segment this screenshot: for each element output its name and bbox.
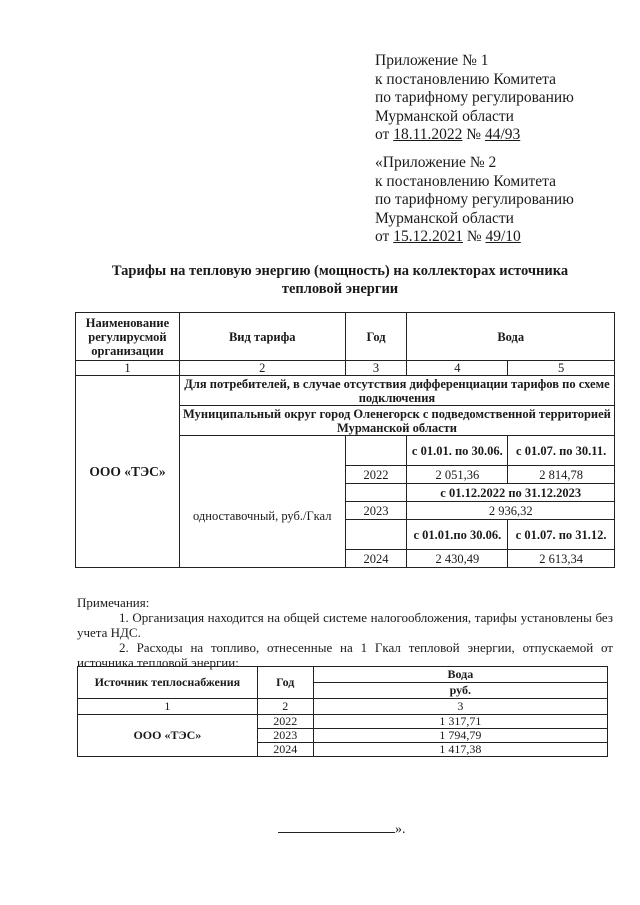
annex-2-date-line	[375, 228, 574, 247]
row-year: 2022	[257, 715, 313, 729]
header-org: Наименование регулирусмой организации	[76, 313, 180, 361]
table-row	[78, 715, 608, 729]
fuel-cost-table	[77, 666, 608, 757]
table-header-row	[76, 313, 615, 361]
value-2023: 2 936,32	[407, 502, 615, 520]
header-unit: руб.	[313, 683, 607, 699]
annex-2-line4: Мурманской области	[375, 209, 514, 227]
col-num-1: 1	[76, 361, 180, 376]
annex-2-header	[375, 154, 574, 247]
col-num-3: 3	[313, 699, 607, 715]
column-number-row	[78, 699, 608, 715]
empty-cell	[345, 436, 407, 466]
header-source: Источник теплоснабжения	[78, 667, 258, 699]
annex-1-line4: Мурманской области	[375, 107, 514, 125]
table-row	[76, 376, 615, 406]
annex-1-date-line	[375, 126, 574, 145]
col-num-5: 5	[508, 361, 615, 376]
period-2022-h2: с 01.07. по 30.11.	[508, 436, 615, 466]
annex-1-num-prefix: №	[466, 126, 482, 143]
empty-cell	[345, 520, 407, 550]
org-name: ООО «ТЭС»	[78, 715, 258, 757]
org-name: ООО «ТЭС»	[76, 376, 180, 568]
title-line1: Тарифы на тепловую энергию (мощность) на коллекторах источника	[111, 263, 569, 279]
value-2022-h1: 2 051,36	[407, 466, 508, 484]
period-2022-h1: с 01.01. по 30.06.	[407, 436, 508, 466]
annex-1-line1: Приложение № 1	[375, 52, 489, 69]
row-value: 1 794,79	[313, 729, 607, 743]
document-title	[60, 262, 620, 298]
note-1: 1. Организация находится на общей системе налогообложения, тарифы установлены без учета НДС.	[77, 610, 613, 640]
empty-cell	[345, 484, 407, 502]
col-num-2: 2	[179, 361, 345, 376]
col-num-1: 1	[78, 699, 258, 715]
section-consumers: Для потребителей, в случае отсутствия дифференциации тарифов по схеме подключения	[179, 376, 614, 406]
note-2: 2. Расходы на топливо, отнесенные на 1 Гкал тепловой энергии, отпускаемой от источника тепловой энергии:	[77, 640, 613, 670]
row-year: 2023	[257, 729, 313, 743]
section-municipality: Муниципальный округ город Оленегорск с подведомственной территорией Мурманской области	[179, 406, 614, 436]
header-water: Вода	[407, 313, 615, 361]
annex-2-date: 15.12.2021	[393, 228, 463, 245]
tariff-label: одноставочный, руб./Гкал	[179, 436, 345, 568]
annex-2-line3: по тарифному регулированию	[375, 191, 574, 208]
notes-block	[77, 595, 613, 670]
closing-mark: ».	[395, 822, 406, 837]
table-header-row	[78, 667, 608, 683]
annex-2-date-prefix: от	[375, 228, 390, 245]
period-2024-h2: с 01.07. по 31.12.	[508, 520, 615, 550]
annex-1-num: 44/93	[484, 126, 521, 143]
header-year: Год	[257, 667, 313, 699]
period-2023: с 01.12.2022 по 31.12.2023	[407, 484, 615, 502]
header-tariff-type: Вид тарифа	[179, 313, 345, 361]
row-value: 1 417,38	[313, 743, 607, 757]
row-year: 2024	[257, 743, 313, 757]
annex-1-header	[375, 52, 574, 145]
tariff-table	[75, 312, 615, 568]
title-line2: тепловой энергии	[281, 281, 399, 297]
signature-line	[278, 820, 395, 833]
value-2022-h2: 2 814,78	[508, 466, 615, 484]
header-water: Вода	[313, 667, 607, 683]
annex-1-date-prefix: от	[375, 126, 390, 143]
col-num-4: 4	[407, 361, 508, 376]
closing-line	[278, 820, 406, 838]
annex-2-num: 49/10	[485, 228, 521, 245]
row-value: 1 317,71	[313, 715, 607, 729]
value-2024-h1: 2 430,49	[407, 550, 508, 568]
value-2024-h2: 2 613,34	[508, 550, 615, 568]
year-2024: 2024	[345, 550, 407, 568]
col-num-3: 3	[345, 361, 407, 376]
annex-1-date: 18.11.2022	[393, 126, 463, 143]
year-2023: 2023	[345, 502, 407, 520]
period-2024-h1: с 01.01.по 30.06.	[407, 520, 508, 550]
notes-heading: Примечания:	[77, 595, 150, 610]
column-number-row	[76, 361, 615, 376]
annex-2-line1: «Приложение № 2	[375, 154, 497, 171]
col-num-2: 2	[257, 699, 313, 715]
header-year: Год	[345, 313, 407, 361]
annex-1-line3: по тарифному регулированию	[375, 89, 574, 106]
annex-1-line2: к постановлению Комитета	[375, 70, 556, 88]
annex-2-num-prefix: №	[466, 228, 482, 245]
annex-2-line2: к постановлению Комитета	[375, 172, 556, 190]
year-2022: 2022	[345, 466, 407, 484]
